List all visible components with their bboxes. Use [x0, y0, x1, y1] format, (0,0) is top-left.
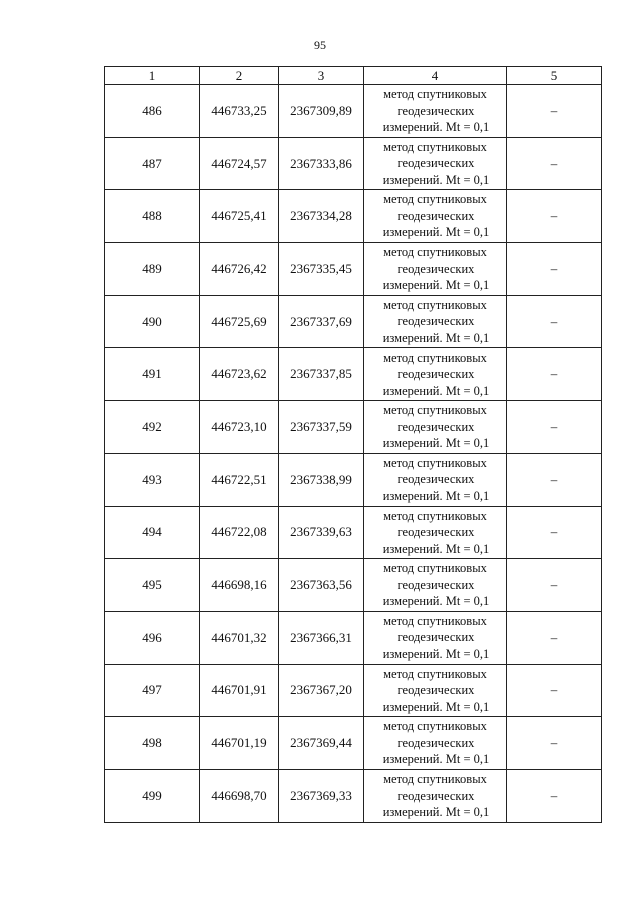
table-row	[105, 401, 602, 454]
point-number-cell: 488	[105, 190, 200, 243]
y-coordinate-cell: 2367309,89	[279, 85, 364, 138]
table-body	[105, 85, 602, 823]
method-cell	[364, 453, 507, 506]
method-line: метод спутниковых	[383, 772, 487, 787]
table-row	[105, 243, 602, 296]
method-cell	[364, 243, 507, 296]
method-line: геодезических	[397, 788, 475, 803]
method-cell	[364, 348, 507, 401]
method-line: геодезических	[397, 367, 475, 382]
point-number-cell: 497	[105, 664, 200, 717]
x-coordinate-cell: 446722,51	[200, 453, 279, 506]
point-number-cell: 493	[105, 453, 200, 506]
method-line: метод спутниковых	[383, 613, 487, 628]
point-number-cell: 489	[105, 243, 200, 296]
header-row	[105, 67, 602, 85]
table-row	[105, 137, 602, 190]
y-coordinate-cell: 2367337,69	[279, 295, 364, 348]
header-col-3: 3	[279, 67, 364, 85]
method-cell	[364, 295, 507, 348]
point-number-cell: 494	[105, 506, 200, 559]
x-coordinate-cell: 446725,69	[200, 295, 279, 348]
x-coordinate-cell: 446722,08	[200, 506, 279, 559]
method-line: геодезических	[397, 419, 475, 434]
y-coordinate-cell: 2367369,44	[279, 717, 364, 770]
method-line: измерений. Mt = 0,1	[382, 278, 490, 293]
method-line: геодезических	[397, 735, 475, 750]
method-line: метод спутниковых	[383, 350, 487, 365]
method-line: измерений. Mt = 0,1	[382, 699, 490, 714]
y-coordinate-cell: 2367333,86	[279, 137, 364, 190]
method-line: геодезических	[397, 630, 475, 645]
point-number-cell: 492	[105, 401, 200, 454]
header-col-4: 4	[364, 67, 507, 85]
note-cell: –	[507, 348, 602, 401]
method-line: измерений. Mt = 0,1	[382, 172, 490, 187]
table-header	[105, 67, 602, 85]
note-cell: –	[507, 717, 602, 770]
method-line: геодезических	[397, 577, 475, 592]
y-coordinate-cell: 2367339,63	[279, 506, 364, 559]
header-col-2: 2	[200, 67, 279, 85]
method-cell	[364, 401, 507, 454]
method-line: геодезических	[397, 261, 475, 276]
x-coordinate-cell: 446698,70	[200, 769, 279, 822]
header-col-1: 1	[105, 67, 200, 85]
method-cell	[364, 85, 507, 138]
x-coordinate-cell: 446701,91	[200, 664, 279, 717]
note-cell: –	[507, 769, 602, 822]
point-number-cell: 487	[105, 137, 200, 190]
method-line: геодезических	[397, 472, 475, 487]
method-line: измерений. Mt = 0,1	[382, 225, 490, 240]
method-line: метод спутниковых	[383, 666, 487, 681]
table-row	[105, 559, 602, 612]
method-line: геодезических	[397, 525, 475, 540]
point-number-cell: 491	[105, 348, 200, 401]
method-line: измерений. Mt = 0,1	[382, 383, 490, 398]
method-line: измерений. Mt = 0,1	[382, 330, 490, 345]
method-line: метод спутниковых	[383, 139, 487, 154]
y-coordinate-cell: 2367337,59	[279, 401, 364, 454]
x-coordinate-cell: 446725,41	[200, 190, 279, 243]
method-line: геодезических	[397, 208, 475, 223]
y-coordinate-cell: 2367334,28	[279, 190, 364, 243]
method-cell	[364, 664, 507, 717]
note-cell: –	[507, 243, 602, 296]
table-row	[105, 453, 602, 506]
point-number-cell: 499	[105, 769, 200, 822]
method-cell	[364, 611, 507, 664]
note-cell: –	[507, 664, 602, 717]
method-line: измерений. Mt = 0,1	[382, 805, 490, 820]
x-coordinate-cell: 446701,32	[200, 611, 279, 664]
method-line: геодезических	[397, 314, 475, 329]
method-line: измерений. Mt = 0,1	[382, 594, 490, 609]
method-line: геодезических	[397, 156, 475, 171]
note-cell: –	[507, 85, 602, 138]
y-coordinate-cell: 2367337,85	[279, 348, 364, 401]
y-coordinate-cell: 2367366,31	[279, 611, 364, 664]
method-line: метод спутниковых	[383, 87, 487, 102]
method-line: метод спутниковых	[383, 192, 487, 207]
method-line: метод спутниковых	[383, 245, 487, 260]
x-coordinate-cell: 446726,42	[200, 243, 279, 296]
x-coordinate-cell: 446723,10	[200, 401, 279, 454]
table-row	[105, 664, 602, 717]
coordinates-table	[104, 66, 602, 823]
method-line: геодезических	[397, 103, 475, 118]
method-line: измерений. Mt = 0,1	[382, 646, 490, 661]
y-coordinate-cell: 2367369,33	[279, 769, 364, 822]
point-number-cell: 490	[105, 295, 200, 348]
point-number-cell: 496	[105, 611, 200, 664]
header-col-5: 5	[507, 67, 602, 85]
method-cell	[364, 506, 507, 559]
method-line: метод спутниковых	[383, 508, 487, 523]
note-cell: –	[507, 295, 602, 348]
point-number-cell: 486	[105, 85, 200, 138]
method-line: измерений. Mt = 0,1	[382, 752, 490, 767]
method-line: измерений. Mt = 0,1	[382, 436, 490, 451]
table-row	[105, 85, 602, 138]
table-row	[105, 769, 602, 822]
method-cell	[364, 769, 507, 822]
y-coordinate-cell: 2367338,99	[279, 453, 364, 506]
page-number: 95	[314, 38, 326, 52]
y-coordinate-cell: 2367335,45	[279, 243, 364, 296]
method-cell	[364, 559, 507, 612]
method-line: измерений. Mt = 0,1	[382, 120, 490, 135]
method-cell	[364, 137, 507, 190]
note-cell: –	[507, 190, 602, 243]
x-coordinate-cell: 446701,19	[200, 717, 279, 770]
note-cell: –	[507, 611, 602, 664]
table-row	[105, 717, 602, 770]
x-coordinate-cell: 446698,16	[200, 559, 279, 612]
method-line: геодезических	[397, 683, 475, 698]
note-cell: –	[507, 453, 602, 506]
table-row	[105, 295, 602, 348]
note-cell: –	[507, 506, 602, 559]
method-line: метод спутниковых	[383, 561, 487, 576]
x-coordinate-cell: 446733,25	[200, 85, 279, 138]
x-coordinate-cell: 446723,62	[200, 348, 279, 401]
y-coordinate-cell: 2367363,56	[279, 559, 364, 612]
table-row	[105, 190, 602, 243]
note-cell: –	[507, 137, 602, 190]
method-line: метод спутниковых	[383, 455, 487, 470]
method-line: метод спутниковых	[383, 403, 487, 418]
table-row	[105, 348, 602, 401]
y-coordinate-cell: 2367367,20	[279, 664, 364, 717]
method-line: измерений. Mt = 0,1	[382, 488, 490, 503]
method-line: измерений. Mt = 0,1	[382, 541, 490, 556]
note-cell: –	[507, 401, 602, 454]
method-cell	[364, 717, 507, 770]
x-coordinate-cell: 446724,57	[200, 137, 279, 190]
point-number-cell: 498	[105, 717, 200, 770]
method-cell	[364, 190, 507, 243]
table-row	[105, 611, 602, 664]
table-row	[105, 506, 602, 559]
method-line: метод спутниковых	[383, 297, 487, 312]
note-cell: –	[507, 559, 602, 612]
point-number-cell: 495	[105, 559, 200, 612]
method-line: метод спутниковых	[383, 719, 487, 734]
